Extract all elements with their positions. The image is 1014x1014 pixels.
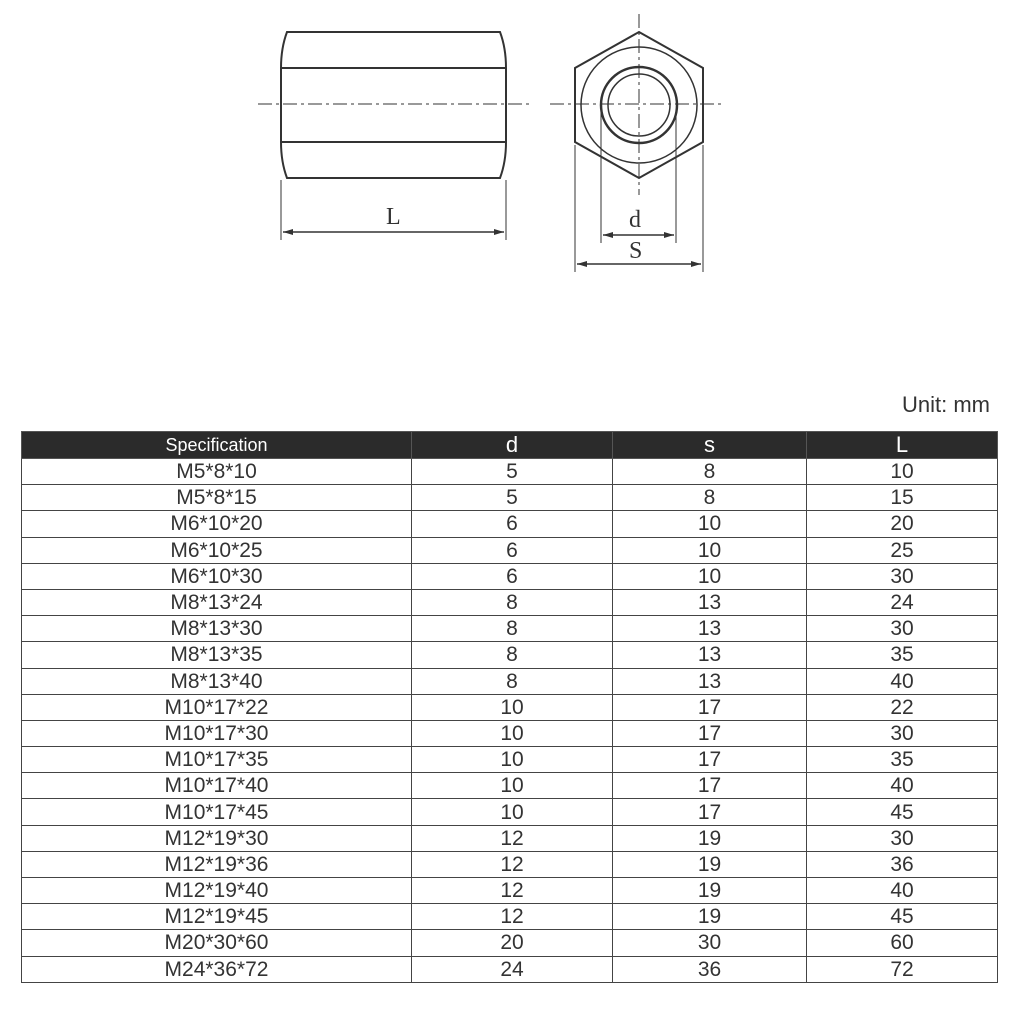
d-cell: 5 (412, 459, 613, 485)
l-cell: 35 (807, 747, 998, 773)
table-row (22, 747, 998, 773)
l-cell: 20 (807, 511, 998, 537)
d-cell: 10 (412, 799, 613, 825)
header-l: L (807, 432, 998, 459)
d-cell: 24 (412, 956, 613, 982)
s-cell: 10 (613, 511, 807, 537)
length-label: L (386, 204, 401, 230)
d-cell: 12 (412, 878, 613, 904)
l-cell: 40 (807, 878, 998, 904)
table-row (22, 904, 998, 930)
l-cell: 30 (807, 825, 998, 851)
table-body (22, 459, 998, 983)
spec-cell: M10*17*22 (22, 694, 412, 720)
spec-cell: M5*8*10 (22, 459, 412, 485)
s-cell: 19 (613, 851, 807, 877)
table-row (22, 851, 998, 877)
d-cell: 10 (412, 747, 613, 773)
table-row (22, 825, 998, 851)
s-cell: 19 (613, 904, 807, 930)
d-cell: 8 (412, 642, 613, 668)
header-specification: Specification (22, 432, 412, 459)
s-cell: 17 (613, 747, 807, 773)
d-cell: 6 (412, 511, 613, 537)
table-row (22, 459, 998, 485)
spec-cell: M12*19*40 (22, 878, 412, 904)
s-cell: 13 (613, 668, 807, 694)
d-cell: 12 (412, 904, 613, 930)
s-cell: 13 (613, 589, 807, 615)
s-cell: 17 (613, 799, 807, 825)
s-label: S (629, 238, 643, 264)
d-cell: 8 (412, 589, 613, 615)
l-cell: 15 (807, 485, 998, 511)
spec-cell: M8*13*35 (22, 642, 412, 668)
table-row (22, 485, 998, 511)
l-cell: 30 (807, 563, 998, 589)
s-cell: 36 (613, 956, 807, 982)
table-row (22, 799, 998, 825)
l-cell: 30 (807, 616, 998, 642)
l-cell: 35 (807, 642, 998, 668)
l-cell: 45 (807, 799, 998, 825)
l-cell: 30 (807, 720, 998, 746)
s-cell: 10 (613, 537, 807, 563)
spec-cell: M6*10*20 (22, 511, 412, 537)
s-cell: 8 (613, 459, 807, 485)
spec-cell: M10*17*45 (22, 799, 412, 825)
spec-cell: M12*19*45 (22, 904, 412, 930)
l-cell: 60 (807, 930, 998, 956)
d-label: d (629, 207, 641, 233)
technical-drawing (0, 0, 1014, 300)
table-row (22, 720, 998, 746)
d-cell: 10 (412, 773, 613, 799)
spec-cell: M8*13*40 (22, 668, 412, 694)
header-s: s (613, 432, 807, 459)
l-cell: 45 (807, 904, 998, 930)
table-row (22, 694, 998, 720)
table-row (22, 773, 998, 799)
spec-cell: M8*13*24 (22, 589, 412, 615)
d-cell: 12 (412, 851, 613, 877)
l-cell: 36 (807, 851, 998, 877)
d-cell: 8 (412, 616, 613, 642)
table-row (22, 930, 998, 956)
s-cell: 17 (613, 694, 807, 720)
spec-cell: M6*10*25 (22, 537, 412, 563)
table-header-row (22, 432, 998, 459)
table-row (22, 956, 998, 982)
s-cell: 13 (613, 642, 807, 668)
s-cell: 17 (613, 773, 807, 799)
d-cell: 20 (412, 930, 613, 956)
unit-label: Unit: mm (902, 392, 990, 417)
front-view (550, 14, 725, 272)
s-cell: 17 (613, 720, 807, 746)
l-cell: 40 (807, 668, 998, 694)
table-row (22, 642, 998, 668)
d-cell: 6 (412, 563, 613, 589)
l-cell: 24 (807, 589, 998, 615)
spec-cell: M6*10*30 (22, 563, 412, 589)
spec-cell: M10*17*40 (22, 773, 412, 799)
spec-cell: M12*19*30 (22, 825, 412, 851)
s-cell: 30 (613, 930, 807, 956)
specification-table (21, 431, 998, 983)
table-row (22, 589, 998, 615)
spec-cell: M20*30*60 (22, 930, 412, 956)
l-cell: 40 (807, 773, 998, 799)
s-cell: 10 (613, 563, 807, 589)
spec-cell: M10*17*35 (22, 747, 412, 773)
d-cell: 6 (412, 537, 613, 563)
spec-cell: M8*13*30 (22, 616, 412, 642)
d-cell: 8 (412, 668, 613, 694)
d-cell: 12 (412, 825, 613, 851)
header-d: d (412, 432, 613, 459)
spec-cell: M12*19*36 (22, 851, 412, 877)
table-row (22, 563, 998, 589)
l-cell: 72 (807, 956, 998, 982)
table-row (22, 537, 998, 563)
s-cell: 19 (613, 878, 807, 904)
s-cell: 19 (613, 825, 807, 851)
d-cell: 10 (412, 694, 613, 720)
table-row (22, 878, 998, 904)
table-row (22, 668, 998, 694)
d-cell: 5 (412, 485, 613, 511)
l-cell: 22 (807, 694, 998, 720)
table-row (22, 616, 998, 642)
l-cell: 25 (807, 537, 998, 563)
spec-cell: M5*8*15 (22, 485, 412, 511)
l-cell: 10 (807, 459, 998, 485)
table-row (22, 511, 998, 537)
spec-cell: M24*36*72 (22, 956, 412, 982)
s-cell: 8 (613, 485, 807, 511)
s-cell: 13 (613, 616, 807, 642)
spec-cell: M10*17*30 (22, 720, 412, 746)
d-cell: 10 (412, 720, 613, 746)
